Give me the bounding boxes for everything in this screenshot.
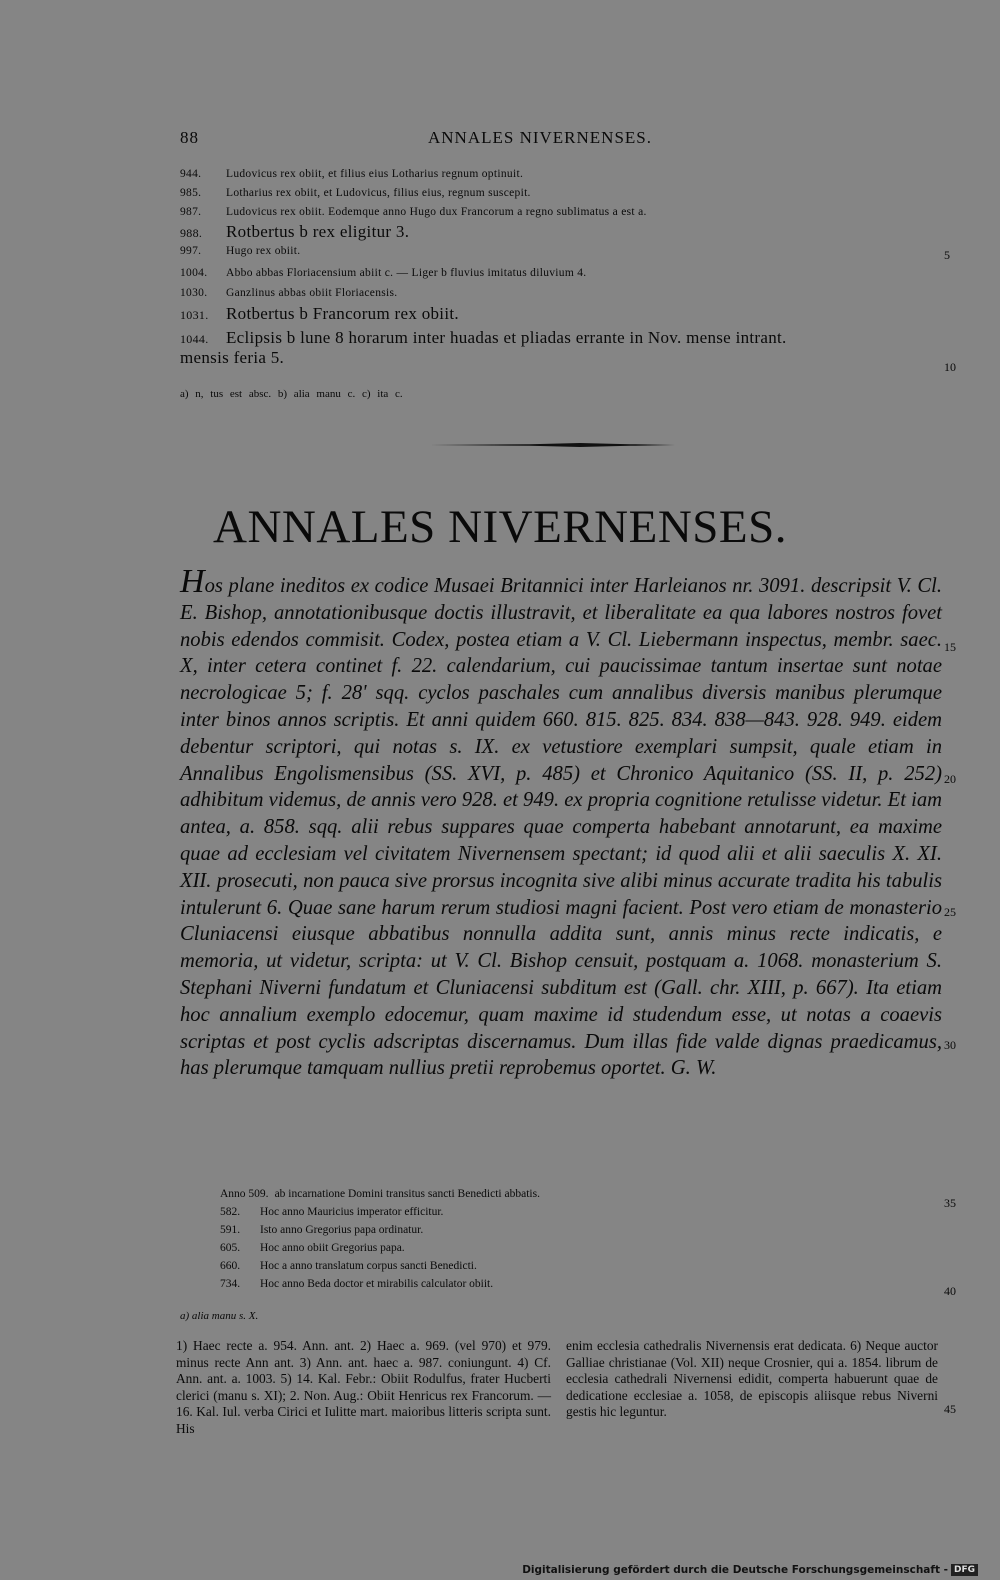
entry-1031: 1031. Rotbertus b Francorum rex obiit. (180, 304, 459, 323)
line-number: 5 (944, 248, 950, 262)
page-number: 88 (180, 128, 199, 147)
line-number: 20 (944, 772, 956, 786)
intro-text: os plane ineditos ex codice Musaei Britannici inter Harleianos nr. 3091. descripsit V. Cl. E. Bishop, annotationibusque doctis illustravit, et liberalitate ea qua labores nostros fovet nobis edendos commisit. Codex, postea etiam a V. Cl. Liebermann inspectus, membr. saec. X, inter cetera continet f. 22. calendarium, cui paucissimae tantum insertae sunt notae necrologicae 5; f. 28' sqq. cyclos paschales cum annalibus diversis manibus plerumque inter binos annos scriptis. Et anni quidem 660. 815. 825. 834. 838—843. 928. 949. eidem debentur scriptori, qui notas s. IX. ex vetustiore exemplari sumpsit, quale etiam in Annalibus Engolismensibus (SS. XVI, p. 485) et Chronico Aquitanico (SS. II, p. 252) adhibitum videmus, de annis vero 928. et 949. ex propria cognitione retulisse videtur. Et iam antea, a. 858. sqq. alii rebus suppares quae comperta habebant annotarunt, ea maxime quae ad ecclesiam vel civitatem Nivernensem spectant; id quod alii et alii saeculis X. XI. XII. prosecuti, non pauca sive prorsus incognita sive alibi minus accurate tradita his tabulis intulerunt 6. Quae sane harum rerum studiosi magni facient. Post vero etiam de monasterio Cluniacensi eiusque abbatibus nonnulla addita sunt, annis minus recte indicatis, e memoria, ut videtur, scripta: ut V. Cl. Bishop censuit, postquam a. 1068. monasterium S. Stephani Niverni fundatum et Cluniacensi subditum est (Gall. chr. XIII, p. 667). Ita etiam hoc annalium exemplo edocemur, quam maxime id studendum esse, ut notas a coaevis scriptas et post cyclis adscriptas discernamus. Dum illas fide valde dignas praedicamus, has plerumque tamquam nullius pretii reprobemus oportet. G. W. (180, 575, 942, 1080)
line-number: 25 (944, 905, 956, 919)
line-number: 30 (944, 1038, 956, 1052)
intro-paragraph (180, 563, 942, 1082)
entry-997: 997. Hugo rex obiit. (180, 245, 301, 257)
line-number: 10 (944, 360, 956, 374)
annal-entry: 591. Isto anno Gregorius papa ordinatur. (220, 1224, 424, 1236)
line-number: 45 (944, 1402, 956, 1416)
annal-entry: 582. Hoc anno Mauricius imperator efficitur. (220, 1206, 444, 1218)
entry-988: 988. Rotbertus b rex eligitur 3. (180, 222, 410, 241)
entry-1004: 1004. Abbo abbas Floriacensium abiit c. — Liger b fluvius imitatus diluvium 4. (180, 267, 587, 279)
footnotes-top: a) n, tus est absc. b) alia manu c. c) ita c. (180, 388, 403, 400)
footnotes-right-column: enim ecclesia cathedralis Nivernensis erat dedicata. 6) Neque auctor Galliae christianae (Vol. XII) neque Crosnier, qui a. 1854. librum de ecclesia cathedrali Nivernensi edidit, comperta habuerunt quae de dedicatione ecclesiae a. 1058, de episcopis aliisque rebus Niverni gestis hic leguntur. (566, 1338, 938, 1420)
main-title: ANNALES NIVERNENSES. (213, 501, 787, 553)
footnote-a: a) alia manu s. X. (180, 1310, 259, 1322)
annal-entry: 660. Hoc a anno translatum corpus sancti Benedicti. (220, 1260, 477, 1272)
annal-entry: Anno 509. ab incarnatione Domini transitus sancti Benedicti abbatis. (220, 1188, 540, 1200)
ornamental-rule (430, 443, 675, 447)
drop-cap: H (180, 563, 205, 600)
annal-entry: 734. Hoc anno Beda doctor et mirabilis calculator obiit. (220, 1278, 494, 1290)
entry-1030: 1030. Ganzlinus abbas obiit Floriacensis. (180, 287, 398, 299)
line-number: 15 (944, 640, 956, 654)
entry-987: 987. Ludovicus rex obiit. Eodemque anno Hugo dux Francorum a regno sublimatus a est a. (180, 206, 647, 218)
entry-944: 944. Ludovicus rex obiit, et filius eius Lotharius regnum optinuit. (180, 168, 524, 180)
footnotes-left-column: 1) Haec recte a. 954. Ann. ant. 2) Haec a. 969. (vel 970) et 979. minus recte Ann ant. 3) Ann. ant. haec a. 987. coniungunt. 4) Cf. Ann. ant. a. 1003. 5) 14. Kal. Febr.: Obiit Rodulfus, frater Hucberti clerici (manu s. XI); 2. Non. Aug.: Obiit Henricus rex Francorum. — 16. Kal. Iul. verba Cirici et Iulitte mart. maioribus litteris scripta sunt. His (176, 1338, 551, 1436)
entry-985: 985. Lotharius rex obiit, et Ludovicus, filius eius, regnum suscepit. (180, 187, 531, 199)
annal-entry: 605. Hoc anno obiit Gregorius papa. (220, 1242, 405, 1254)
line-number: 35 (944, 1196, 956, 1210)
running-title: ANNALES NIVERNENSES. (428, 128, 652, 147)
entry-1044: 1044. Eclipsis b lune 8 horarum inter huadas et pliadas errante in Nov. mense intrant. (180, 328, 787, 347)
dfg-logo-icon: DFG (951, 1564, 978, 1576)
footer-credit: Digitalisierung gefördert durch die Deutsche Forschungsgemeinschaft - DFG (522, 1564, 978, 1576)
line-number: 40 (944, 1284, 956, 1298)
entry-continuation: mensis feria 5. (180, 348, 285, 367)
